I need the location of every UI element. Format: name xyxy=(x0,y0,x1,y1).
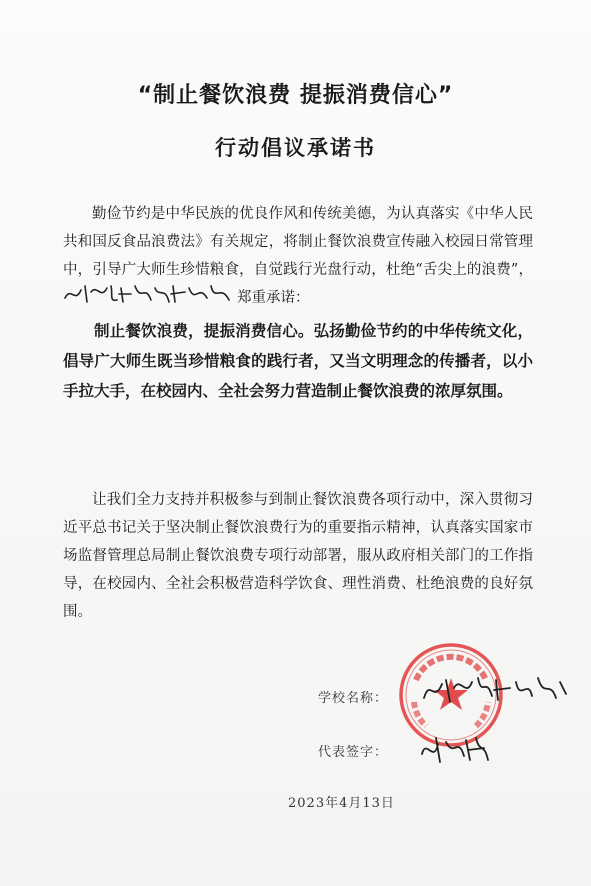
document-title: “制止餐饮浪费 提振消费信心” xyxy=(137,83,454,108)
school-name-label: 学校名称： xyxy=(318,691,389,706)
intro-text-end: 郑重承诺： xyxy=(237,290,310,306)
handwritten-signature-icon xyxy=(61,280,237,308)
inline-school-signature xyxy=(63,286,237,306)
intro-text: 勤俭节约是中华民族的优良作风和传统美德，为认真落实《中华人民共和国反食品浪费法》有关规定，将制止餐饮浪费宣传融入校园日常管理中，引导广大师生珍惜粮食，自觉践行光盘行动，杜绝“舌尖上的浪费”， xyxy=(63,206,533,278)
paragraph-commitment: 制止餐饮浪费，提振消费信心。弘扬勤俭节约的中华传统文化，倡导广大师生既当珍惜粮食的践行者，又当文明理念的传播者，以小手拉大手，在校园内、全社会努力营造制止餐饮浪费的浓厚氛围。 xyxy=(63,322,533,400)
document-date: 2023年4月13日 xyxy=(288,796,395,811)
representative-signature-icon xyxy=(418,730,492,770)
representative-signature-label: 代表签字： xyxy=(318,745,389,760)
paragraph-action: 让我们全力支持并积极参与到制止餐饮浪费各项行动中，深入贯彻习近平总书记关于坚决制止餐饮浪费行为的重要指示精神，认真落实国家市场监督管理总局制止餐饮浪费专项行动部署，服从政府相关部门的工作指导，在校园内、全社会积极营造科学饮食、理性消费、杜绝浪费的良好氛围。 xyxy=(63,492,533,620)
school-signature-icon xyxy=(420,668,570,712)
document-subtitle: 行动倡议承诺书 xyxy=(215,136,376,160)
paragraph-intro xyxy=(63,200,533,312)
